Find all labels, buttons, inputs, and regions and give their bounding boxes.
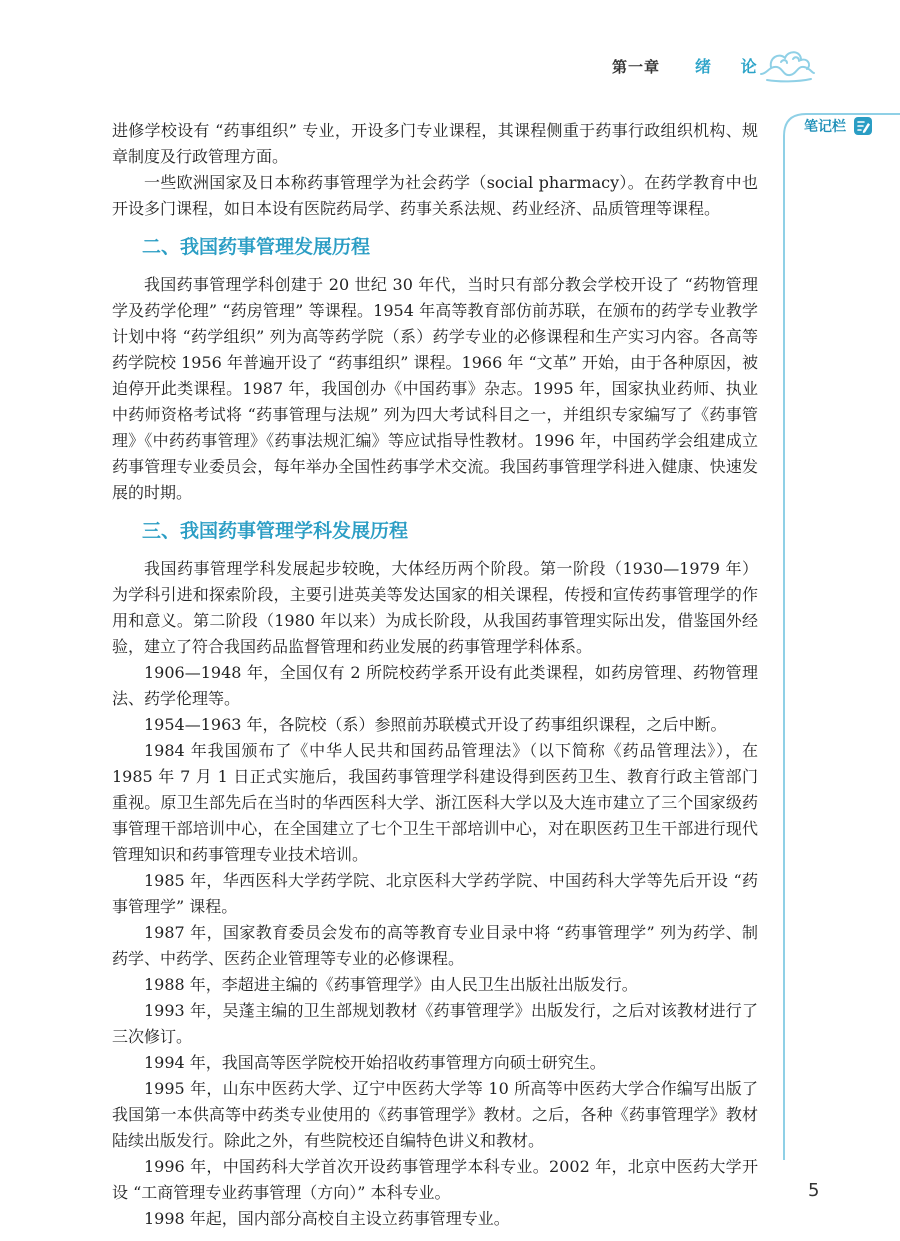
paragraph: 一些欧洲国家及日本称药事管理学为社会药学（social pharmacy）。在药学教育中也开设多门课程，如日本设有医院药局学、药事关系法规、药业经济、品质管理等课程。 (112, 173, 758, 218)
paragraph: 1995 年，山东中医药大学、辽宁中医药大学等 10 所高等中医药大学合作编写出版了我国第一本供高等中药类专业使用的《药事管理学》教材。之后，各种《药事管理学》教材陆续出版发行。除此之外，有些院校还自编特色讲义和教材。 (112, 1079, 758, 1150)
paragraph: 1996 年，中国药科大学首次开设药事管理学本科专业。2002 年，北京中医药大学开设 “工商管理专业药事管理（方向）” 本科专业。 (112, 1157, 758, 1202)
notes-column-border (778, 112, 900, 1162)
paragraph: 1993 年，吴蓬主编的卫生部规划教材《药事管理学》出版发行，之后对该教材进行了三次修订。 (112, 1001, 758, 1046)
paragraph: 1984 年我国颁布了《中华人民共和国药品管理法》（以下简称《药品管理法》），在 1985 年 7 月 1 日正式实施后，我国药事管理学科建设得到医药卫生、教育行政主管部门重视。原卫生部先后在当时的华西医科大学、浙江医科大学以及大连市建立了三个国家级药事管理干部培训中心，在全国建立了七个卫生干部培训中心，对在职医药卫生干部进行现代管理知识和药事管理专业技术培训。 (112, 741, 758, 864)
paragraph: 我国药事管理学科发展起步较晚，大体经历两个阶段。第一阶段（1930—1979 年）为学科引进和探索阶段，主要引进英美等发达国家的相关课程，传授和宣传药事管理学的作用和意义。第二阶段（1980 年以来）为成长阶段，从我国药事管理实际出发，借鉴国外经验，建立了符合我国药品监督管理和药业发展的药事管理学科体系。 (112, 559, 758, 656)
paragraph: 1985 年，华西医科大学药学院、北京医科大学药学院、中国药科大学等先后开设 “药事管理学” 课程。 (112, 871, 758, 916)
paragraph: 1987 年，国家教育委员会发布的高等教育专业目录中将 “药事管理学” 列为药学、制药学、中药学、医药企业管理等专业的必修课程。 (112, 923, 758, 968)
main-content (112, 118, 758, 1232)
paragraph: 1994 年，我国高等医学院校开始招收药事管理方向硕士研究生。 (144, 1053, 606, 1072)
cloud-ornament-icon (757, 40, 817, 86)
notes-column-label: 笔记栏 (804, 119, 846, 135)
paragraph: 1998 年起，国内部分高校自主设立药事管理专业。 (144, 1209, 510, 1228)
notes-pen-icon (853, 116, 873, 136)
section-heading: 二、我国药事管理发展历程 (142, 236, 371, 258)
page-header (0, 0, 900, 100)
paragraph: 1988 年，李超进主编的《药事管理学》由人民卫生出版社出版发行。 (144, 975, 638, 994)
paragraph: 1906—1948 年，全国仅有 2 所院校药学系开设有此类课程，如药房管理、药物管理法、药学伦理等。 (112, 663, 758, 708)
paragraph: 我国药事管理学科创建于 20 世纪 30 年代，当时只有部分教会学校开设了 “药物管理学及药学伦理” “药房管理” 等课程。1954 年高等教育部仿前苏联，在颁布的药学专业教学计划中将 “药学组织” 列为高等药学院（系）药学专业的必修课程和生产实习内容。各高等药学院校 1956 年普遍开设了 “药事组织” 课程。1966 年 “文革” 开始，由于各种原因，被迫停开此类课程。1987 年，我国创办《中国药事》杂志。1995 年，国家执业药师、执业中药师资格考试将 “药事管理与法规” 列为四大考试科目之一，并组织专家编写了《药事管理》《中药药事管理》《药事法规汇编》等应试指导性教材。1996 年，中国药学会组建成立药事管理专业委员会，每年举办全国性药事学术交流。我国药事管理学科进入健康、快速发展的时期。 (112, 275, 758, 502)
chapter-title: 绪 论 (695, 57, 769, 76)
paragraph: 1954—1963 年，各院校（系）参照前苏联模式开设了药事组织课程，之后中断。 (144, 715, 727, 734)
section-heading: 三、我国药事管理学科发展历程 (142, 520, 409, 542)
page-number: 5 (808, 1180, 820, 1201)
paragraph: 进修学校设有 “药事组织” 专业，开设多门专业课程，其课程侧重于药事行政组织机构、规章制度及行政管理方面。 (112, 121, 758, 166)
chapter-label: 第一章 (612, 58, 661, 76)
